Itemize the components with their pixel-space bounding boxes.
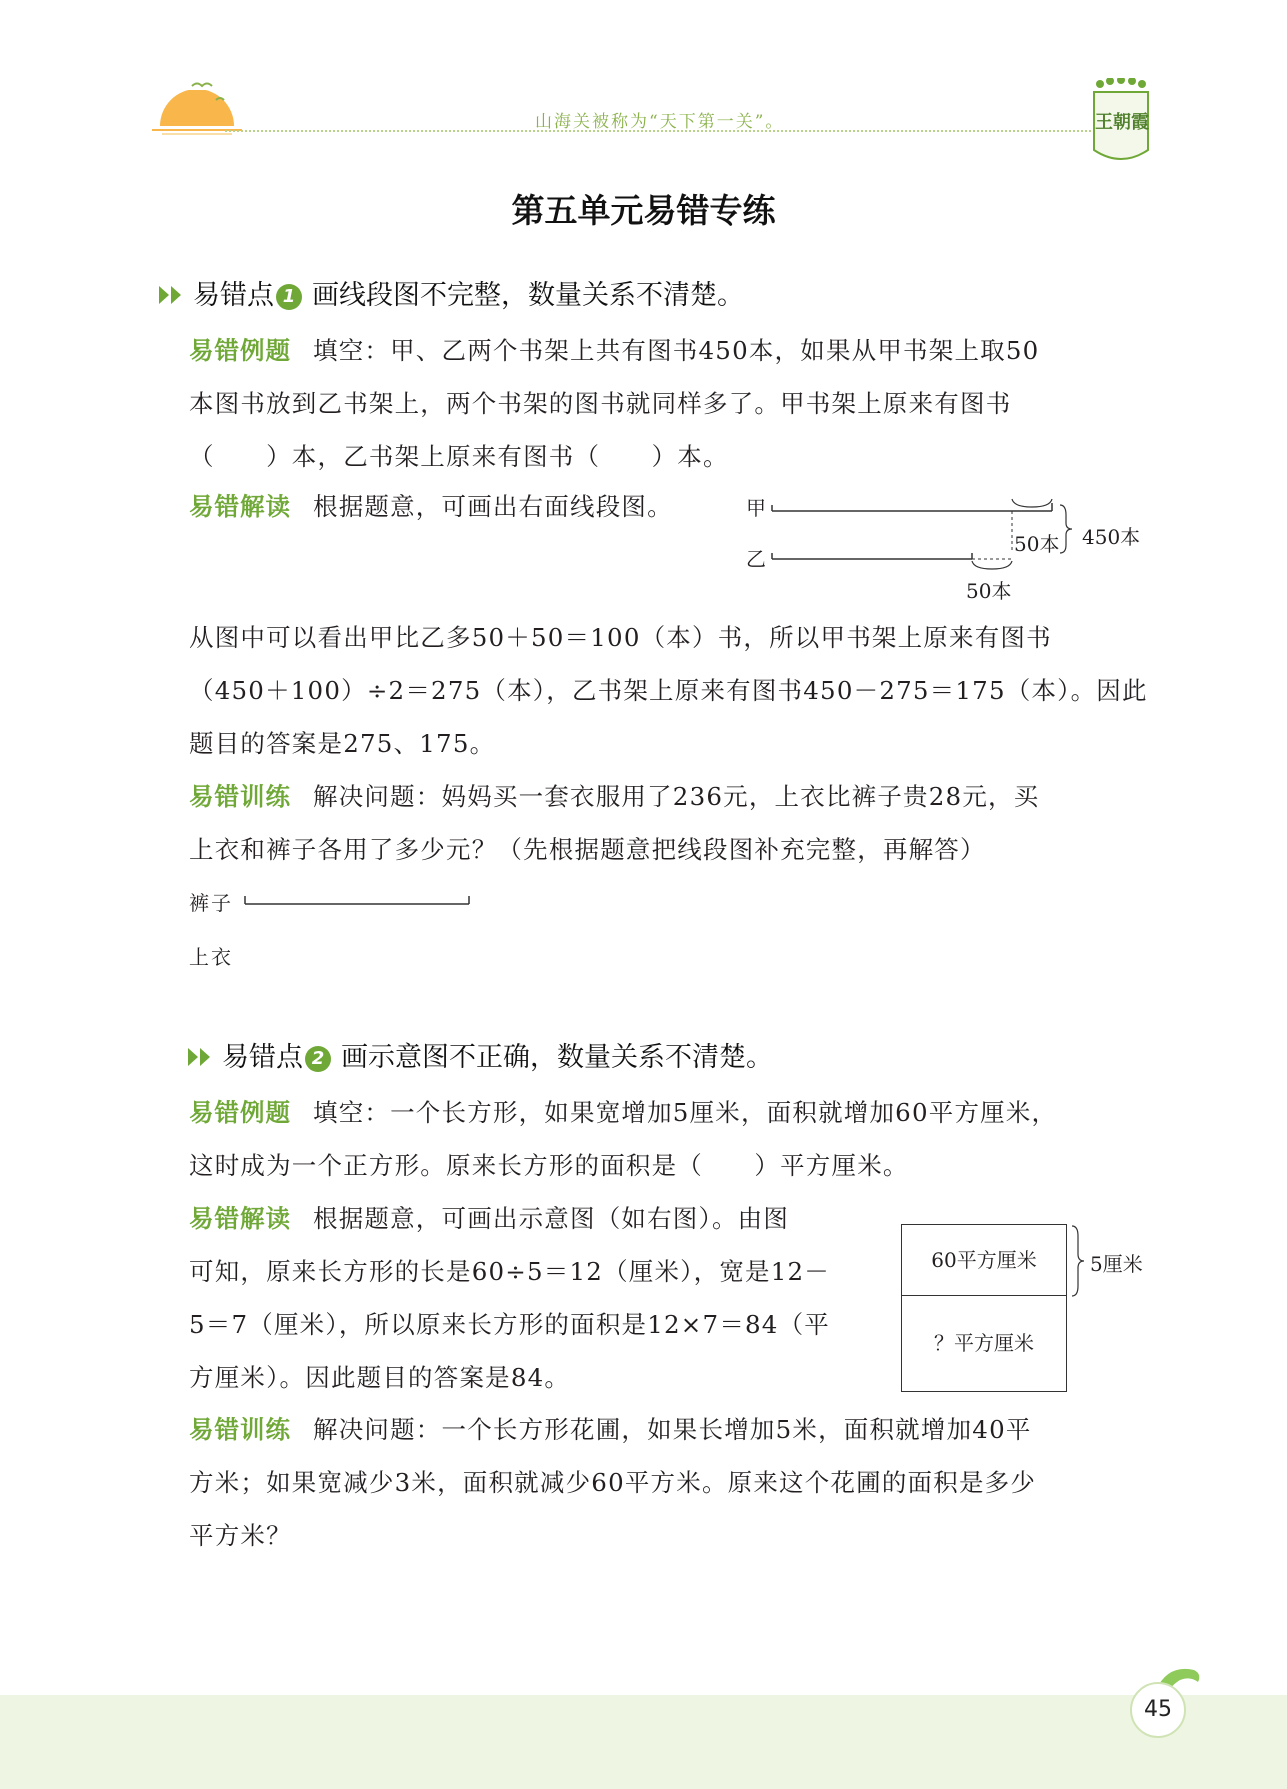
header-motto: 山海关被称为“天下第一关”。 <box>535 112 785 132</box>
section1-heading <box>157 276 744 316</box>
explain-line: 方厘米）。因此题目的答案是84。 <box>189 1363 571 1392</box>
section1-badge: 1 <box>276 284 302 310</box>
diagram-label-jia: 甲 <box>746 496 766 520</box>
practice-line: 解决问题：一个长方形花圃，如果长增加5米，面积就增加40平 <box>313 1415 1032 1444</box>
diagram-label-450: 450本 <box>1082 525 1141 549</box>
section2-heading <box>186 1038 773 1078</box>
section1-example <box>189 324 1159 483</box>
page-title: 第五单元易错专练 <box>511 191 776 230</box>
section2-badge: 2 <box>305 1046 331 1072</box>
section2-heading-prefix: 易错点 <box>222 1042 303 1073</box>
example-line: 这时成为一个正方形。原来长方形的面积是（ ）平方厘米。 <box>189 1151 909 1180</box>
rect-top-cell: 60平方厘米 <box>902 1225 1066 1296</box>
explain-line: 5＝7（厘米），所以原来长方形的面积是12×7＝84（平 <box>189 1310 830 1339</box>
section1-explain <box>189 611 1159 770</box>
diagram-label-50-bottom: 50本 <box>966 579 1012 603</box>
explain-line: （450＋100）÷2＝275（本），乙书架上原来有图书450－275＝175（本）。因此 <box>189 676 1148 705</box>
footer-band <box>0 1695 1287 1789</box>
section1-practice <box>189 770 1159 876</box>
practice-line: 解决问题：妈妈买一套衣服用了236元，上衣比裤子贵28元，买 <box>313 782 1040 811</box>
explain-tag: 易错解读 <box>189 1204 291 1233</box>
rectangle-diagram <box>901 1224 1067 1392</box>
diagram-label-yi: 乙 <box>746 547 766 571</box>
example-line: （ ）本，乙书架上原来有图书（ ）本。 <box>189 442 729 471</box>
bird-icon <box>190 78 230 108</box>
section2-practice <box>189 1403 1159 1562</box>
double-arrow-icon <box>157 284 187 306</box>
practice-tag: 易错训练 <box>189 1415 291 1444</box>
example-tag: 易错例题 <box>189 336 291 365</box>
example-tag: 易错例题 <box>189 1098 291 1127</box>
section1-heading-prefix: 易错点 <box>193 280 274 311</box>
explain-line: 根据题意，可画出示意图（如右图）。由图 <box>313 1204 790 1233</box>
explain-line: 从图中可以看出甲比乙多50＋50＝100（本）书，所以甲书架上原来有图书 <box>189 623 1052 652</box>
diagram-label-50-top: 50本 <box>1014 532 1060 556</box>
rect-bottom-cell: ？平方厘米 <box>934 1331 1034 1355</box>
section1-heading-text: 画线段图不完整，数量关系不清楚。 <box>312 280 744 311</box>
page-number: 45 <box>1130 1682 1186 1738</box>
rect-side-label: 5厘米 <box>1090 1252 1143 1276</box>
section2-explain <box>189 1192 889 1404</box>
practice-line: 方米；如果宽减少3米，面积就减少60平方米。原来这个花圃的面积是多少 <box>189 1468 1037 1497</box>
practice-line: 上衣和裤子各用了多少元？（先根据题意把线段图补充完整，再解答） <box>189 835 986 864</box>
pants-segment <box>244 890 470 906</box>
example-line: 填空：一个长方形，如果宽增加5厘米，面积就增加60平方厘米， <box>313 1098 1058 1127</box>
explain-line: 题目的答案是275、175。 <box>189 729 496 758</box>
example-line: 填空：甲、乙两个书架上共有图书450本，如果从甲书架上取50 <box>313 336 1040 365</box>
brand-logo-text: 王朝霞 <box>1095 112 1149 133</box>
practice-label-top: 上衣 <box>189 945 233 969</box>
explain-tag: 易错解读 <box>189 492 291 521</box>
brace-icon <box>1070 1224 1086 1298</box>
example-line: 本图书放到乙书架上，两个书架的图书就同样多了。甲书架上原来有图书 <box>189 389 1012 418</box>
practice-label-pants: 裤子 <box>189 891 233 915</box>
practice-line: 平方米？ <box>189 1521 292 1550</box>
double-arrow-icon <box>186 1046 216 1068</box>
section2-example <box>189 1086 1159 1192</box>
section2-heading-text: 画示意图不正确，数量关系不清楚。 <box>341 1042 773 1073</box>
explain-line: 可知，原来长方形的长是60÷5＝12（厘米），宽是12－ <box>189 1257 830 1286</box>
practice-tag: 易错训练 <box>189 782 291 811</box>
explain-intro: 根据题意，可画出右面线段图。 <box>313 492 673 521</box>
